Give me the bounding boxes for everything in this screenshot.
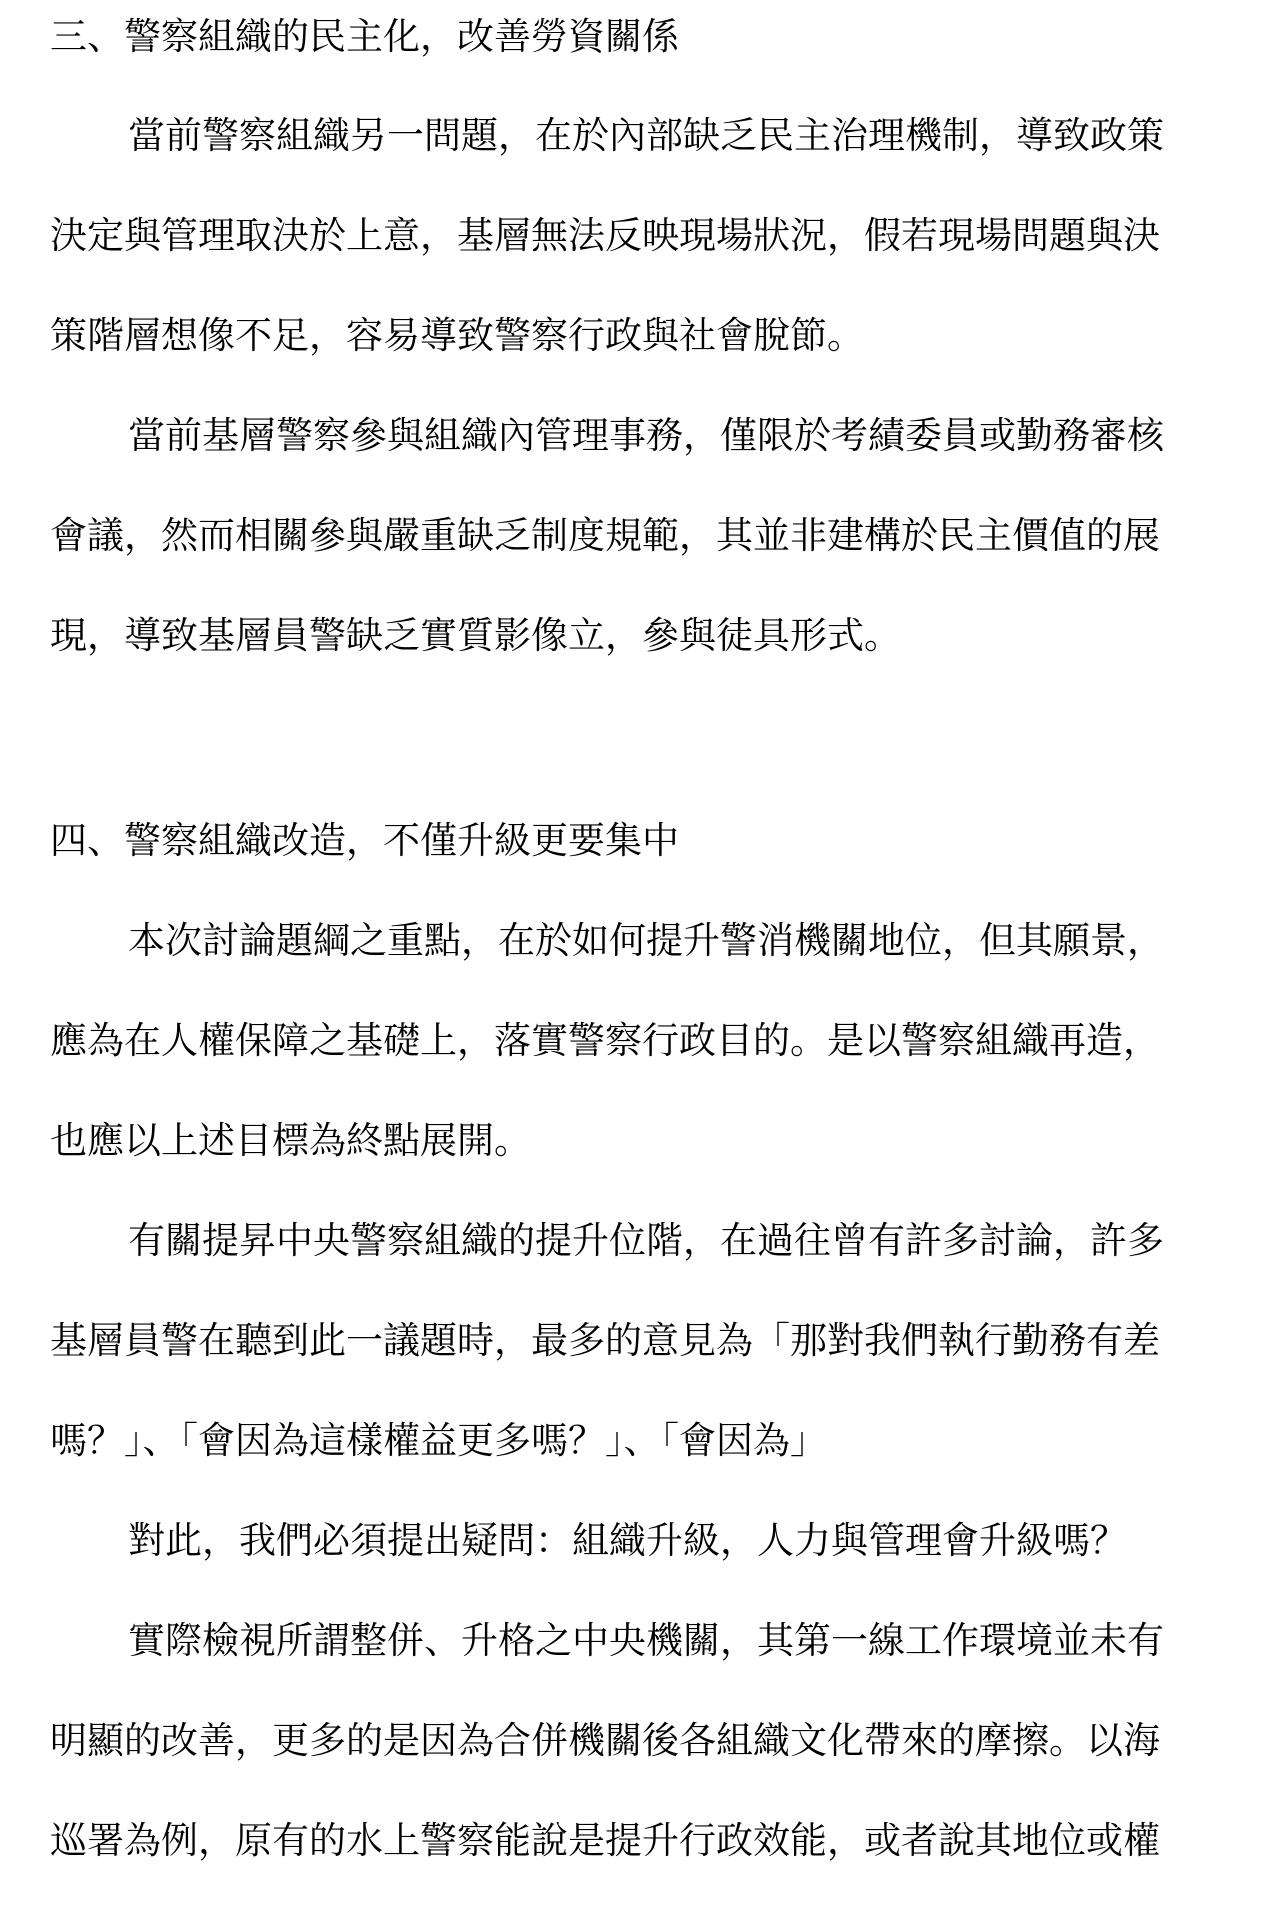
paragraph-line: 應為在人權保障之基礎上，落實警察行政目的。是以警察組織再造， (50, 1019, 1160, 1062)
paragraph-line: 當前警察組織另一問題，在於內部缺乏民主治理機制，導致政策 (128, 114, 1164, 157)
paragraph-line: 本次討論題綱之重點，在於如何提升警消機關地位，但其願景， (128, 919, 1164, 962)
paragraph-line: 決定與管理取決於上意，基層無法反映現場狀況，假若現場問題與決 (50, 214, 1160, 257)
paragraph-line: 明顯的改善，更多的是因為合併機關後各組織文化帶來的摩擦。以海 (50, 1719, 1160, 1762)
paragraph-line: 當前基層警察參與組織內管理事務，僅限於考績委員或勤務審核 (128, 414, 1164, 457)
paragraph-line: 現，導致基層員警缺乏實質影像立，參與徒具形式。 (50, 614, 901, 657)
paragraph-line: 會議，然而相關參與嚴重缺乏制度規範，其並非建構於民主價值的展 (50, 514, 1160, 557)
paragraph-line: 有關提昇中央警察組織的提升位階，在過往曾有許多討論，許多 (128, 1219, 1164, 1262)
paragraph-line: 對此，我們必須提出疑問：組織升級，人力與管理會升級嗎？ (128, 1519, 1127, 1562)
paragraph-line: 也應以上述目標為終點展開。 (50, 1119, 531, 1162)
paragraph-line: 巡署為例，原有的水上警察能說是提升行政效能，或者說其地位或權 (50, 1819, 1160, 1862)
paragraph-line: 策階層想像不足，容易導致警察行政與社會脫節。 (50, 314, 864, 357)
paragraph-line: 基層員警在聽到此一議題時，最多的意見為「那對我們執行勤務有差 (50, 1319, 1160, 1362)
paragraph-line: 實際檢視所謂整併、升格之中央機關，其第一線工作環境並未有 (128, 1619, 1164, 1662)
section-3-heading: 三、警察組織的民主化，改善勞資關係 (50, 15, 679, 58)
paragraph-line: 嗎？」、「會因為這樣權益更多嗎？」、「會因為」 (50, 1419, 827, 1462)
section-4-heading: 四、警察組織改造，不僅升級更要集中 (50, 819, 679, 862)
